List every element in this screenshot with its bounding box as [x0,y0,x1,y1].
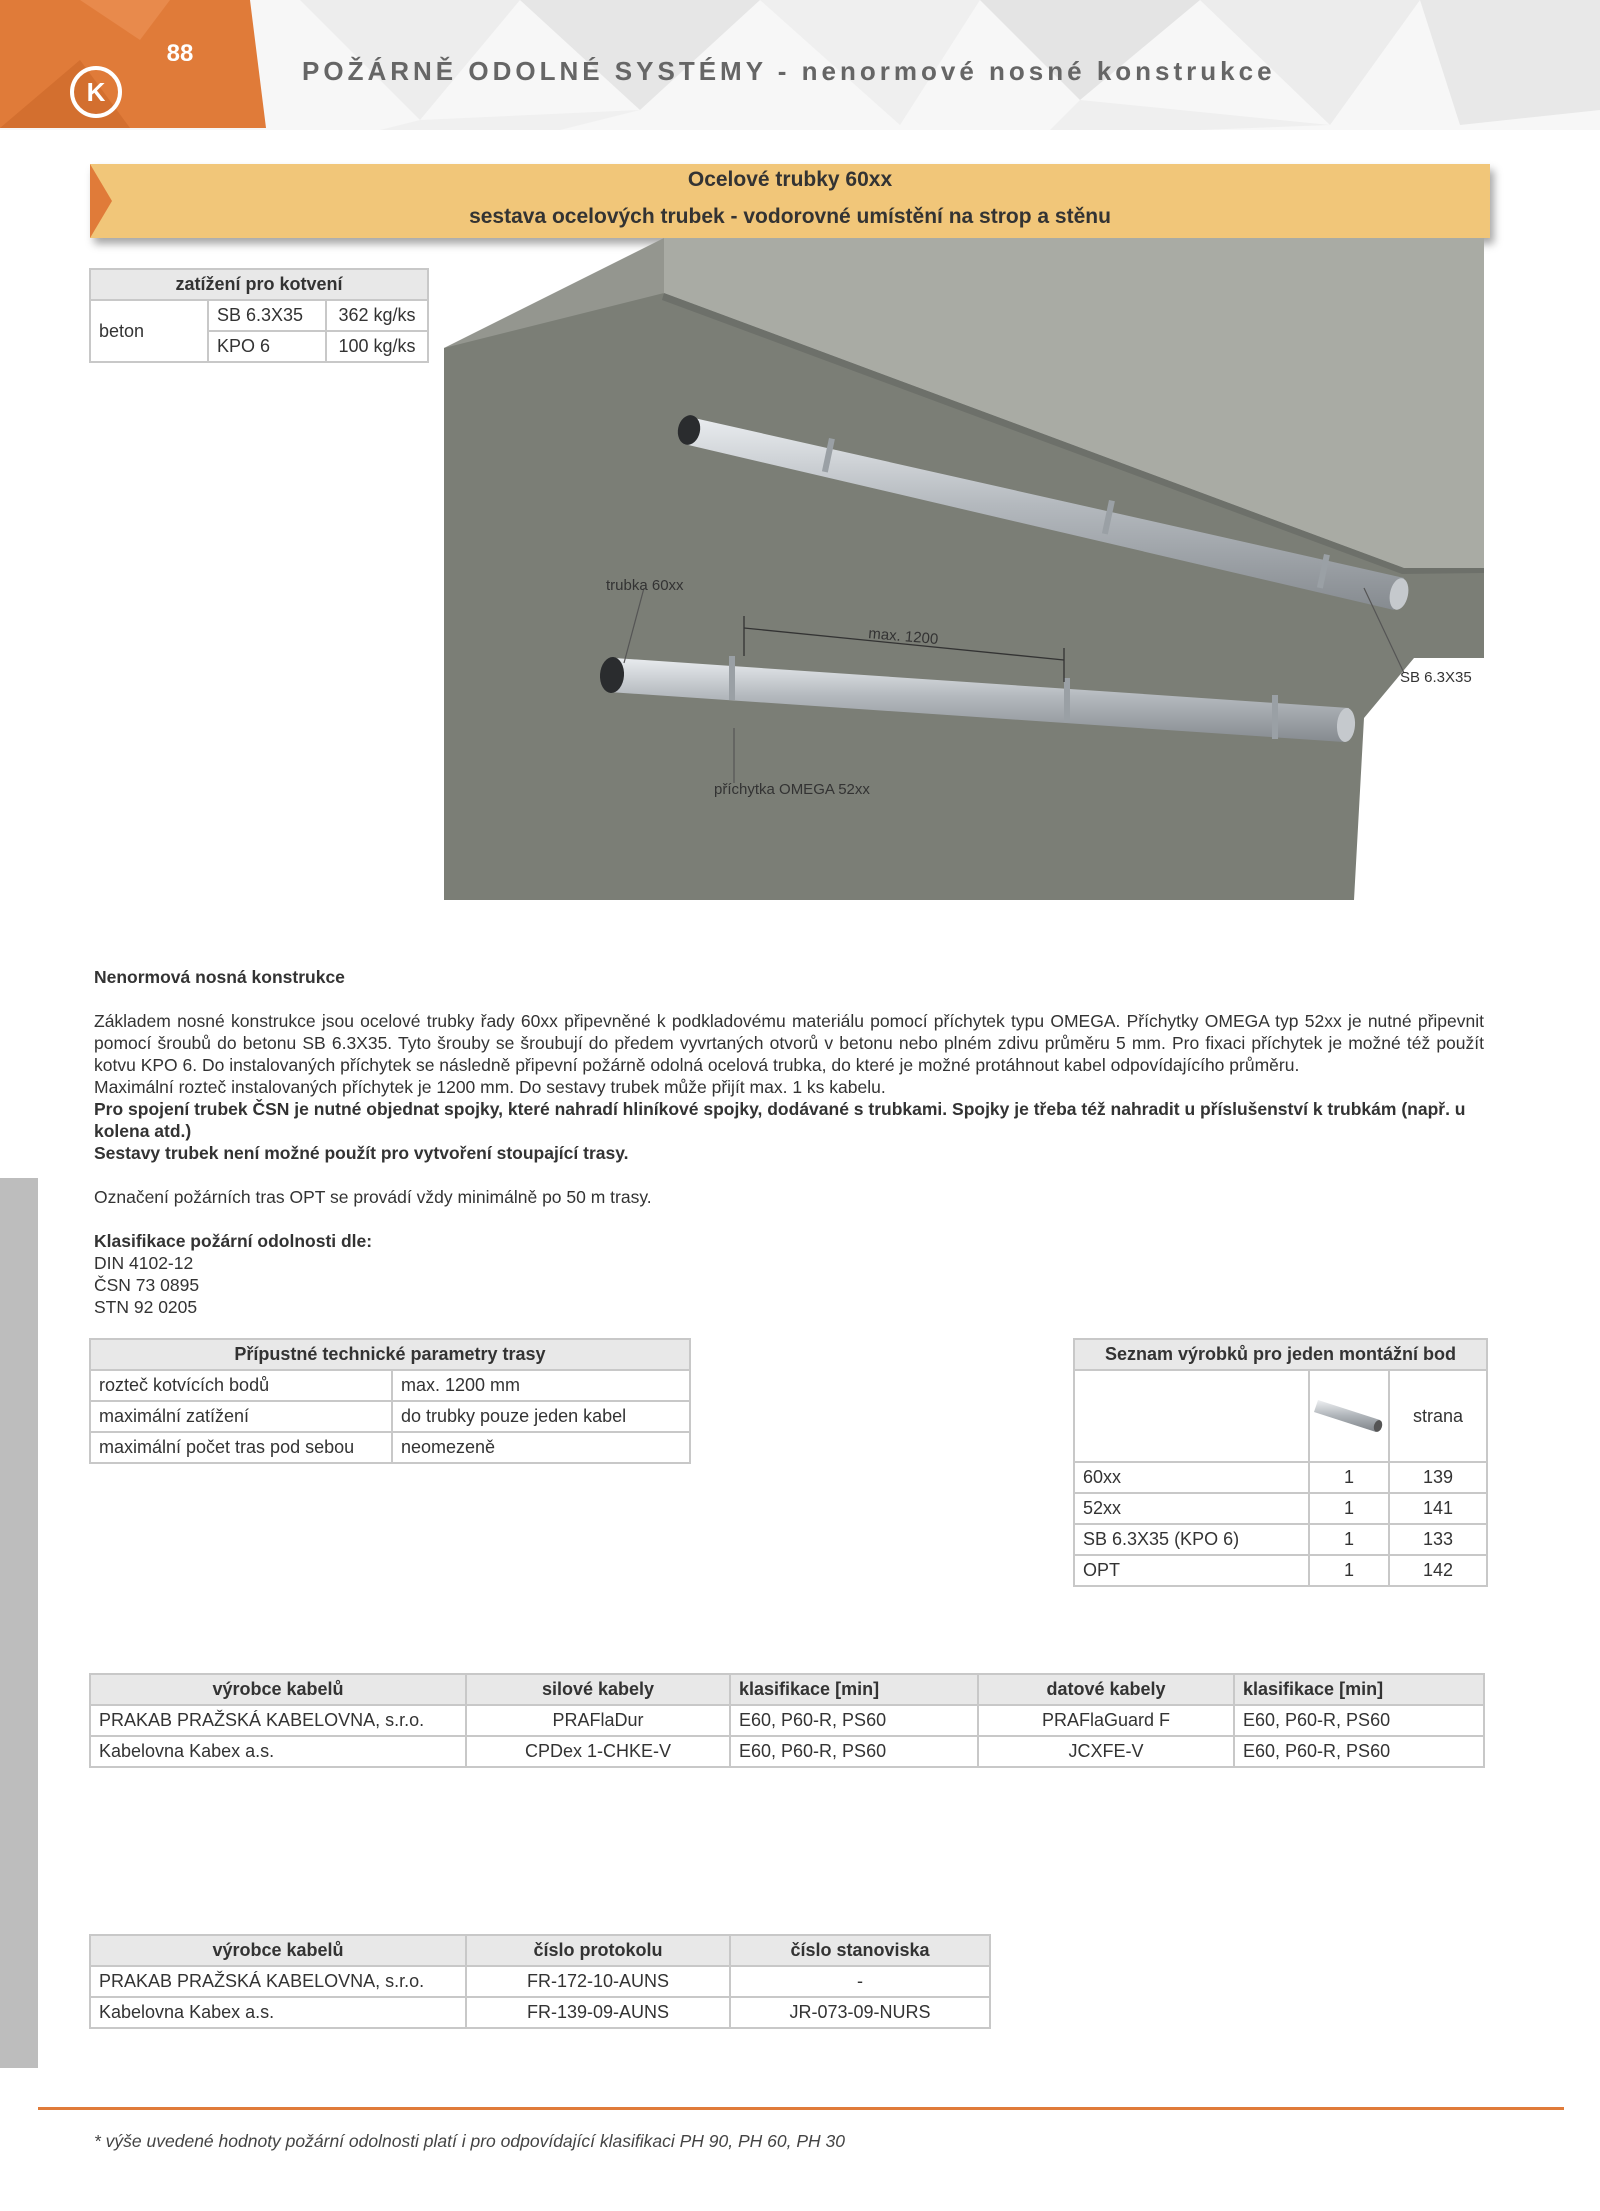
standard-item: DIN 4102-12 [94,1253,194,1273]
col-header: číslo protokolu [466,1935,730,1966]
label-tube: trubka 60xx [606,577,684,594]
spacing-note: Maximální rozteč instalovaných příchytek je 1200 mm. Do sestavy trubek může přijít max. 1 ks kabelu. [94,1077,886,1097]
page-number-tab [0,0,270,128]
table-row [1074,1370,1487,1462]
col-header: výrobce kabelů [90,1935,466,1966]
manufacturer-cell: PRAKAB PRAŽSKÁ KABELOVNA, s.r.o. [90,1705,466,1736]
anchor-cell: KPO 6 [208,331,326,362]
table-row [1074,1493,1487,1524]
param-name: rozteč kotvících bodů [90,1370,392,1401]
classification-cell: E60, P60-R, PS60 [1234,1736,1484,1767]
product-name: 52xx [1074,1493,1309,1524]
col-header: klasifikace [min] [730,1674,978,1705]
manufacturer-cell: PRAKAB PRAŽSKÁ KABELOVNA, s.r.o. [90,1966,466,1997]
logo-letter: K [86,77,106,107]
installation-illustration [444,238,1484,900]
products-table-header: Seznam výrobků pro jeden montážní bod [1074,1339,1487,1370]
product-name: 60xx [1074,1462,1309,1493]
product-name: OPT [1074,1555,1309,1586]
table-row [90,1401,690,1432]
classification-cell: E60, P60-R, PS60 [1234,1705,1484,1736]
product-qty: 1 [1309,1493,1389,1524]
col-header: silové kabely [466,1674,730,1705]
load-cell: 100 kg/ks [326,331,428,362]
table-row [90,1370,690,1401]
power-cable-cell: CPDex 1-CHKE-V [466,1736,730,1767]
table-row [90,1966,990,1997]
anchor-table-header: zatížení pro kotvení [90,269,428,300]
col-header: klasifikace [min] [1234,1674,1484,1705]
classification-cell: E60, P60-R, PS60 [730,1736,978,1767]
classification-cell: E60, P60-R, PS60 [730,1705,978,1736]
product-page: 142 [1389,1555,1487,1586]
page-title: POŽÁRNĚ ODOLNÉ SYSTÉMY - nenormové nosné konstrukce [302,56,1276,86]
statement-number-cell: - [730,1966,990,1997]
power-cable-cell: PRAFlaDur [466,1705,730,1736]
product-page: 139 [1389,1462,1487,1493]
table-row [1074,1555,1487,1586]
table-row [90,1997,990,2028]
param-name: maximální zatížení [90,1401,392,1432]
anchor-cell: SB 6.3X35 [208,300,326,331]
left-side-strip [0,1178,38,2068]
table-row [90,1432,690,1463]
route-parameters-table [89,1338,691,1464]
label-screw: SB 6.3X35 [1400,669,1472,686]
footnote: * výše uvedené hodnoty požární odolnosti platí i pro odpovídající klasifikaci PH 90, PH 60, PH 30 [94,2131,845,2151]
table-row [1074,1524,1487,1555]
page-number: 88 [166,40,194,67]
standard-item: ČSN 73 0895 [94,1275,200,1295]
param-value: do trubky pouze jeden kabel [392,1401,690,1432]
description-text [94,966,1484,1318]
param-value: max. 1200 mm [392,1370,690,1401]
page-column-header: strana [1389,1370,1487,1462]
pipe-thumbnail-icon [1314,1386,1384,1442]
table-row [90,1705,1484,1736]
data-cable-cell: JCXFE-V [978,1736,1234,1767]
empty-cell [1074,1370,1309,1462]
description-paragraph: Základem nosné konstrukce jsou ocelové trubky řady 60xx připevněné k podkladovému materiálu pomocí příchytek typu OMEGA. Příchytky OMEGA typ 52xx je nutné připevnit pomocí šroubů do betonu SB 6.3X35. Tyto šrouby se šroubují do předem vyvrtaných otvorů v betonu nebo plném zdivu průměru 5 mm. Pro fixaci příchytek je možné též použít kotvu KPO 6. Do instalovaných příchytek se následně připevní požárně odolná ocelová trubka, do které je možné protáhnout kabel odpovídajícího průměru. [94,1011,1484,1075]
protocol-number-cell: FR-172-10-AUNS [466,1966,730,1997]
label-clip: příchytka OMEGA 52xx [714,781,870,798]
manufacturer-cell: Kabelovna Kabex a.s. [90,1997,466,2028]
standard-item: STN 92 0205 [94,1297,198,1317]
product-name: SB 6.3X35 (KPO 6) [1074,1524,1309,1555]
protocol-table [89,1934,991,2029]
manufacturer-cell: Kabelovna Kabex a.s. [90,1736,466,1767]
table-row [1074,1462,1487,1493]
product-qty: 1 [1309,1555,1389,1586]
material-cell: beton [90,300,208,362]
table-row [90,1736,1484,1767]
table-row [90,300,428,331]
section-heading: Nenormová nosná konstrukce [94,967,345,987]
params-table-header: Přípustné technické parametry trasy [90,1339,690,1370]
param-name: maximální počet tras pod sebou [90,1432,392,1463]
statement-number-cell: JR-073-09-NURS [730,1997,990,2028]
param-value: neomezeně [392,1432,690,1463]
protocol-number-cell: FR-139-09-AUNS [466,1997,730,2028]
product-qty: 1 [1309,1524,1389,1555]
product-page: 133 [1389,1524,1487,1555]
pipe-thumbnail-cell [1309,1370,1389,1462]
product-qty: 1 [1309,1462,1389,1493]
footer-divider [38,2107,1564,2110]
vertical-route-note: Sestavy trubek není možné použít pro vytvoření stoupající trasy. [94,1143,629,1163]
col-header: číslo stanoviska [730,1935,990,1966]
classification-heading: Klasifikace požární odolnosti dle: [94,1231,373,1251]
banner-subtitle: sestava ocelových trubek - vodorovné umístění na strop a stěnu [469,205,1111,228]
col-header: datové kabely [978,1674,1234,1705]
coupling-note: Pro spojení trubek ČSN je nutné objednat spojky, které nahradí hliníkové spojky, dodávané s trubkami. Spojky je třeba též nahradit u příslušenství k trubkám (např. u kolena atd.) [94,1099,1466,1141]
col-header: výrobce kabelů [90,1674,466,1705]
data-cable-cell: PRAFlaGuard F [978,1705,1234,1736]
load-cell: 362 kg/ks [326,300,428,331]
opt-note: Označení požárních tras OPT se provádí vždy minimálně po 50 m trasy. [94,1187,652,1207]
product-page: 141 [1389,1493,1487,1524]
anchor-load-table [89,268,429,363]
products-table [1073,1338,1488,1587]
label-spacing: max. 1200 [867,625,939,649]
cables-classification-table [89,1673,1485,1768]
banner-title: Ocelové trubky 60xx [687,168,893,191]
